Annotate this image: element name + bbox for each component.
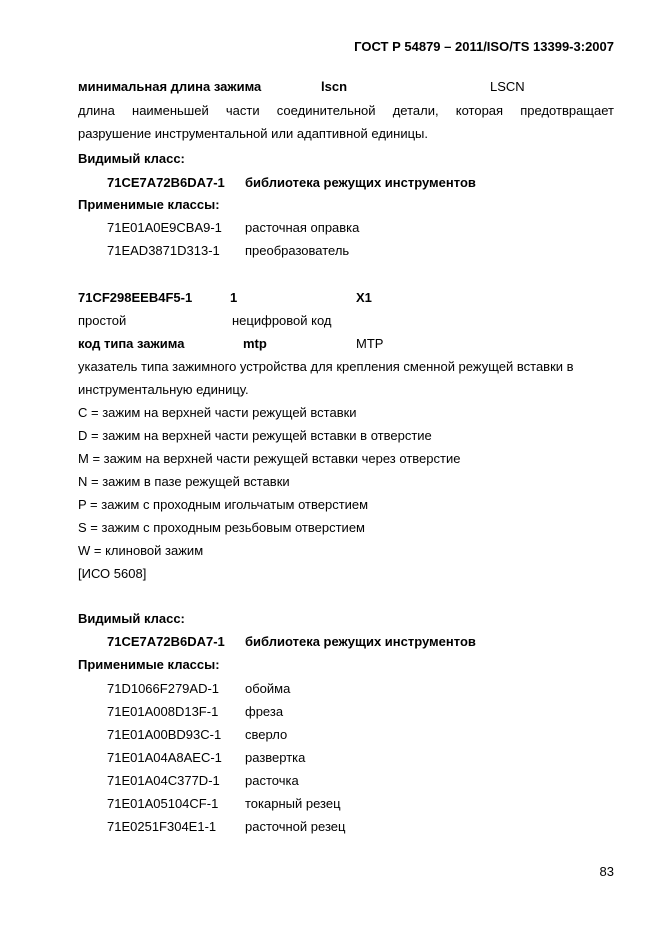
applicable-class-code: 71E01A008D13F-1 — [107, 704, 219, 719]
applicable-class-code: 71EAD3871D313-1 — [107, 243, 220, 258]
applicable-class-name: расточка — [245, 773, 299, 788]
applicable-class-name: сверло — [245, 727, 288, 742]
term-name: код типа зажима — [78, 336, 185, 351]
value-item: W = клиновой зажим — [78, 543, 204, 558]
property-type: простой — [78, 313, 127, 328]
applicable-class-name: развертка — [245, 750, 306, 765]
value-item: N = зажим в пазе режущей вставки — [78, 474, 290, 489]
reference: [ИСО 5608] — [78, 566, 147, 581]
applicable-class-code: 71E01A05104CF-1 — [107, 796, 219, 811]
page-header: ГОСТ Р 54879 – 2011/ISO/TS 13399-3:2007 — [354, 39, 614, 54]
definition-line: длина наименьшей части соединительной детали, которая предотвращает — [78, 103, 614, 118]
visible-class-name: библиотека режущих инструментов — [245, 175, 476, 190]
applicable-class-name: расточной резец — [245, 819, 346, 834]
value-item: P = зажим с проходным игольчатым отверстием — [78, 497, 369, 512]
applicable-class-name: токарный резец — [245, 796, 341, 811]
value-item: D = зажим на верхней части режущей вставки в отверстие — [78, 428, 432, 443]
property-number: 1 — [230, 290, 238, 305]
definition-line: указатель типа зажимного устройства для крепления сменной режущей вставки в — [78, 359, 574, 374]
value-item: C = зажим на верхней части режущей вставки — [78, 405, 357, 420]
visible-class-name: библиотека режущих инструментов — [245, 634, 476, 649]
visible-class-code: 71CE7A72B6DA7-1 — [107, 175, 225, 190]
term-symbol: lscn — [321, 79, 348, 94]
visible-class-label: Видимый класс: — [78, 611, 185, 626]
property-code: X1 — [356, 290, 372, 305]
definition-line: разрушение инструментальной или адаптивной единицы. — [78, 126, 429, 141]
applicable-class-code: 71E01A04A8AEC-1 — [107, 750, 222, 765]
term-name: минимальная длина зажима — [78, 79, 262, 94]
applicable-class-code: 71E01A04C377D-1 — [107, 773, 220, 788]
page-number: 83 — [599, 864, 614, 879]
visible-class-label: Видимый класс: — [78, 151, 185, 166]
definition-line: инструментальную единицу. — [78, 382, 249, 397]
term-code: MTP — [356, 336, 384, 351]
value-item: S = зажим с проходным резьбовым отверстием — [78, 520, 365, 535]
term-code: LSCN — [490, 79, 525, 94]
applicable-class-name: расточная оправка — [245, 220, 360, 235]
term-symbol: mtp — [243, 336, 267, 351]
value-item: M = зажим на верхней части режущей вставки через отверстие — [78, 451, 461, 466]
applicable-classes-label: Применимые классы: — [78, 197, 220, 212]
applicable-class-code: 71E0251F304E1-1 — [107, 819, 217, 834]
property-type-desc: нецифровой код — [232, 313, 332, 328]
applicable-classes-label: Применимые классы: — [78, 657, 220, 672]
applicable-class-code: 71E01A00BD93C-1 — [107, 727, 222, 742]
property-id: 71CF298EEB4F5-1 — [78, 290, 193, 305]
applicable-class-name: обойма — [245, 681, 291, 696]
applicable-class-code: 71E01A0E9CBA9-1 — [107, 220, 222, 235]
applicable-class-name: фреза — [245, 704, 284, 719]
applicable-class-name: преобразователь — [245, 243, 350, 258]
applicable-class-code: 71D1066F279AD-1 — [107, 681, 220, 696]
visible-class-code: 71CE7A72B6DA7-1 — [107, 634, 225, 649]
